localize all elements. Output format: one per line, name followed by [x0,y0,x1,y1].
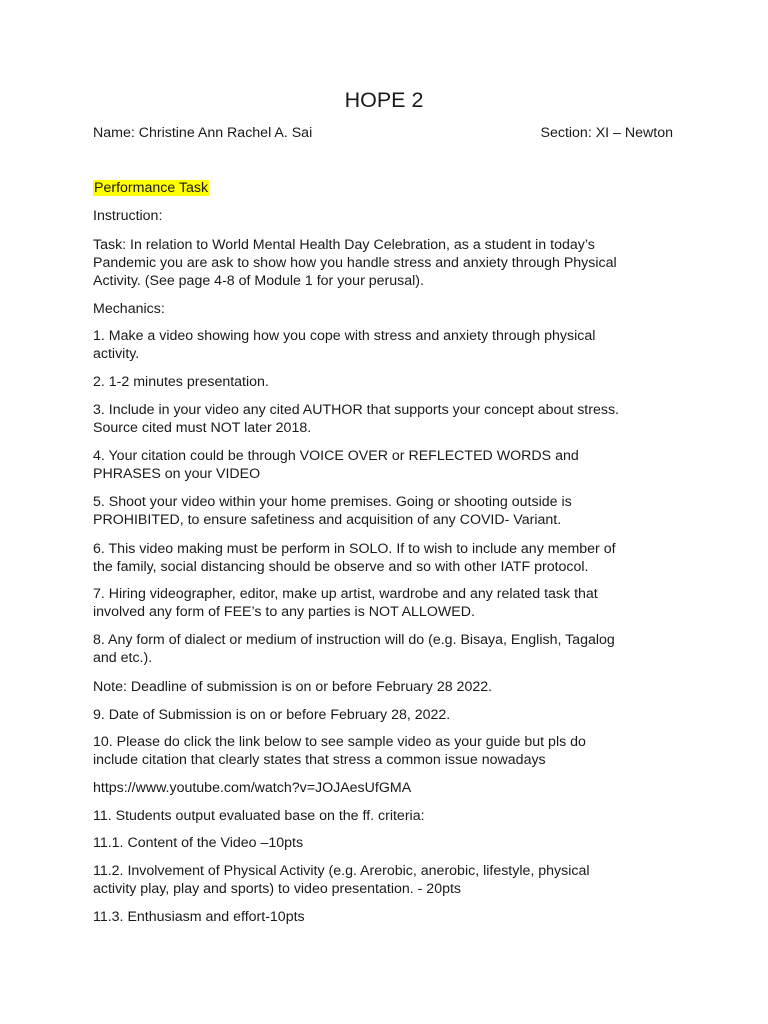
mechanic-item-5-line-1: 5. Shoot your video within your home premises. Going or shooting outside is [93,494,572,510]
mechanic-item-6-line-2: the family, social distancing should be observe and so with other IATF protocol. [93,559,589,575]
mechanic-item-1-line-2: activity. [93,346,140,362]
mechanic-item-9: 9. Date of Submission is on or before February 28, 2022. [93,707,451,723]
sample-video-link[interactable]: https://www.youtube.com/watch?v=JOJAesUfGMA [93,780,412,796]
student-name: Name: Christine Ann Rachel A. Sai [93,125,313,141]
mechanic-item-1-line-1: 1. Make a video showing how you cope with stress and anxiety through physical [93,328,596,344]
mechanic-item-7-line-1: 7. Hiring videographer, editor, make up artist, wardrobe and any related task that [93,586,598,602]
mechanic-item-10-line-1: 10. Please do click the link below to see sample video as your guide but pls do [93,734,586,750]
student-section: Section: XI – Newton [540,125,673,141]
instruction-label: Instruction: [93,208,163,224]
criteria-item-11-2-line-1: 11.2. Involvement of Physical Activity (e.g. Arerobic, anerobic, lifestyle, physical [93,863,590,879]
document-title: HOPE 2 [344,88,424,112]
performance-task-heading [93,179,673,197]
task-line-3: Activity. (See page 4-8 of Module 1 for your perusal). [93,273,424,289]
mechanic-item-4-line-2: PHRASES on your VIDEO [93,466,261,482]
mechanic-item-11: 11. Students output evaluated base on the ff. criteria: [93,808,425,824]
mechanic-item-3-line-2: Source cited must NOT later 2018. [93,420,312,436]
criteria-item-11-1: 11.1. Content of the Video –10pts [93,835,304,851]
mechanics-label: Mechanics: [93,301,165,317]
criteria-item-11-2-line-2: activity play, play and sports) to video presentation. - 20pts [93,881,462,897]
highlighted-text: Performance Task [94,180,209,196]
name-section-row [93,124,673,142]
mechanic-item-5-line-2: PROHIBITED, to ensure safetiness and acquisition of any COVID- Variant. [93,512,562,528]
task-line-1: Task: In relation to World Mental Health Day Celebration, as a student in today’s [93,237,595,253]
mechanic-item-8-line-1: 8. Any form of dialect or medium of instruction will do (e.g. Bisaya, English, Tagalog [93,632,615,648]
mechanic-item-7-line-2: involved any form of FEE’s to any parties is NOT ALLOWED. [93,604,475,620]
mechanic-item-8-line-2: and etc.). [93,650,153,666]
mechanic-item-2: 2. 1-2 minutes presentation. [93,374,269,390]
deadline-note: Note: Deadline of submission is on or before February 28 2022. [93,679,493,695]
mechanic-item-4-line-1: 4. Your citation could be through VOICE OVER or REFLECTED WORDS and [93,448,579,464]
mechanic-item-6-line-1: 6. This video making must be perform in SOLO. If to wish to include any member of [93,541,616,557]
task-line-2: Pandemic you are ask to show how you handle stress and anxiety through Physical [93,255,617,271]
mechanic-item-3-line-1: 3. Include in your video any cited AUTHOR that supports your concept about stress. [93,402,619,418]
mechanic-item-10-line-2: include citation that clearly states that stress a common issue nowadays [93,752,546,768]
criteria-item-11-3: 11.3. Enthusiasm and effort-10pts [93,909,305,925]
